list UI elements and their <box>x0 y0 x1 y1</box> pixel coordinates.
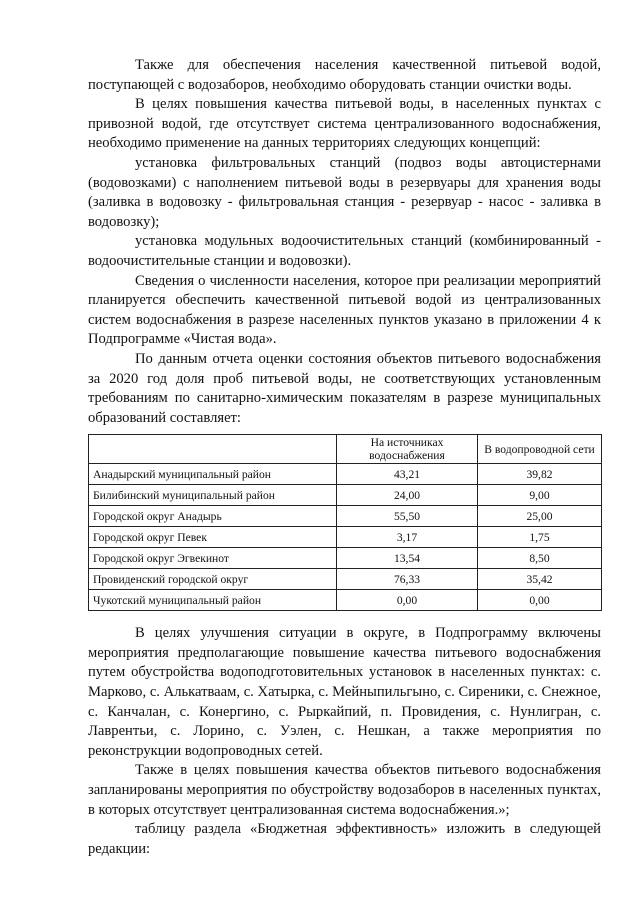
table-row <box>89 464 602 485</box>
paragraph: Также для обеспечения населения качественной питьевой водой, поступающей с водозаборов, необходимо оборудовать станции очистки воды. <box>88 57 601 93</box>
sources-value-cell: 24,00 <box>337 485 478 506</box>
document-page <box>88 56 601 859</box>
paragraph: Сведения о численности населения, которое при реализации мероприятий планируется обеспечить качественной питьевой водой из централизованных систем водоснабжения в разрезе населенных пунктов указано в приложении 4 к Подпрограмме «Чистая вода». <box>88 272 601 348</box>
text-block-after <box>88 624 601 859</box>
paragraph: В целях улучшения ситуации в округе, в Подпрограмму включены мероприятия предполагающие повышение качества питьевого водоснабжения путем обустройства водоподготовительных установок в населенных пунктах: с. Марково, с. Алькатваам, с. Хатырка, с. Мейныпильгыно, с. Сиреники, с. Снежное, с. Канчалан, с. Конергино, с. Рыркайпий, п. Провидения, с. Нунлигран, с. Лаврентьи, с. Лорино, с. Уэлен, с. Нешкан, а также мероприятия по реконструкции водопроводных сетей. <box>88 625 601 759</box>
municipality-cell: Анадырский муниципальный район <box>89 464 337 485</box>
text-block-before <box>88 56 601 428</box>
column-header-network: В водопроводной сети <box>478 435 602 464</box>
sources-value-cell: 0,00 <box>337 590 478 611</box>
column-header-municipality <box>89 435 337 464</box>
sources-value-cell: 3,17 <box>337 527 478 548</box>
table-row <box>89 485 602 506</box>
table-row <box>89 527 602 548</box>
network-value-cell: 8,50 <box>478 548 602 569</box>
paragraph: Также в целях повышения качества объектов питьевого водоснабжения запланированы мероприятия по обустройству водозаборов в населенных пунктах, в которых отсутствует централизованная система водоснабжения.»; <box>88 762 601 818</box>
network-value-cell: 9,00 <box>478 485 602 506</box>
paragraph: установка фильтровальных станций (подвоз воды автоцистернами (водовозками) с наполнением питьевой воды в резервуары для хранения воды (заливка в водовозку - фильтровальная станция - резервуар - насос - заливка в водовозку); <box>88 154 601 230</box>
network-value-cell: 35,42 <box>478 569 602 590</box>
paragraph: В целях повышения качества питьевой воды, в населенных пунктах с привозной водой, где отсутствует система централизованного водоснабжения, необходимо применение на данных территориях следующих концепций: <box>88 96 601 152</box>
municipality-cell: Городской округ Певек <box>89 527 337 548</box>
sources-value-cell: 55,50 <box>337 506 478 527</box>
paragraph: установка модульных водоочистительных станций (комбинированный - водоочистительные станции и водовозки). <box>88 233 601 269</box>
network-value-cell: 39,82 <box>478 464 602 485</box>
water-quality-table <box>88 434 602 611</box>
column-header-sources: На источниках водоснабжения <box>337 435 478 464</box>
table-row <box>89 569 602 590</box>
table-row <box>89 590 602 611</box>
network-value-cell: 0,00 <box>478 590 602 611</box>
municipality-cell: Билибинский муниципальный район <box>89 485 337 506</box>
sources-value-cell: 13,54 <box>337 548 478 569</box>
paragraph: таблицу раздела «Бюджетная эффективность» изложить в следующей редакции: <box>88 821 601 857</box>
municipality-cell: Городской округ Эгвекинот <box>89 548 337 569</box>
table-header-row <box>89 435 602 464</box>
municipality-cell: Чукотский муниципальный район <box>89 590 337 611</box>
table-row <box>89 548 602 569</box>
network-value-cell: 25,00 <box>478 506 602 527</box>
network-value-cell: 1,75 <box>478 527 602 548</box>
municipality-cell: Провиденский городской округ <box>89 569 337 590</box>
paragraph: По данным отчета оценки состояния объектов питьевого водоснабжения за 2020 год доля проб питьевой воды, не соответствующих установленным требованиям по санитарно-химическим показателям в разрезе муниципальных образований составляет: <box>88 350 601 426</box>
sources-value-cell: 76,33 <box>337 569 478 590</box>
sources-value-cell: 43,21 <box>337 464 478 485</box>
table-row <box>89 506 602 527</box>
municipality-cell: Городской округ Анадырь <box>89 506 337 527</box>
